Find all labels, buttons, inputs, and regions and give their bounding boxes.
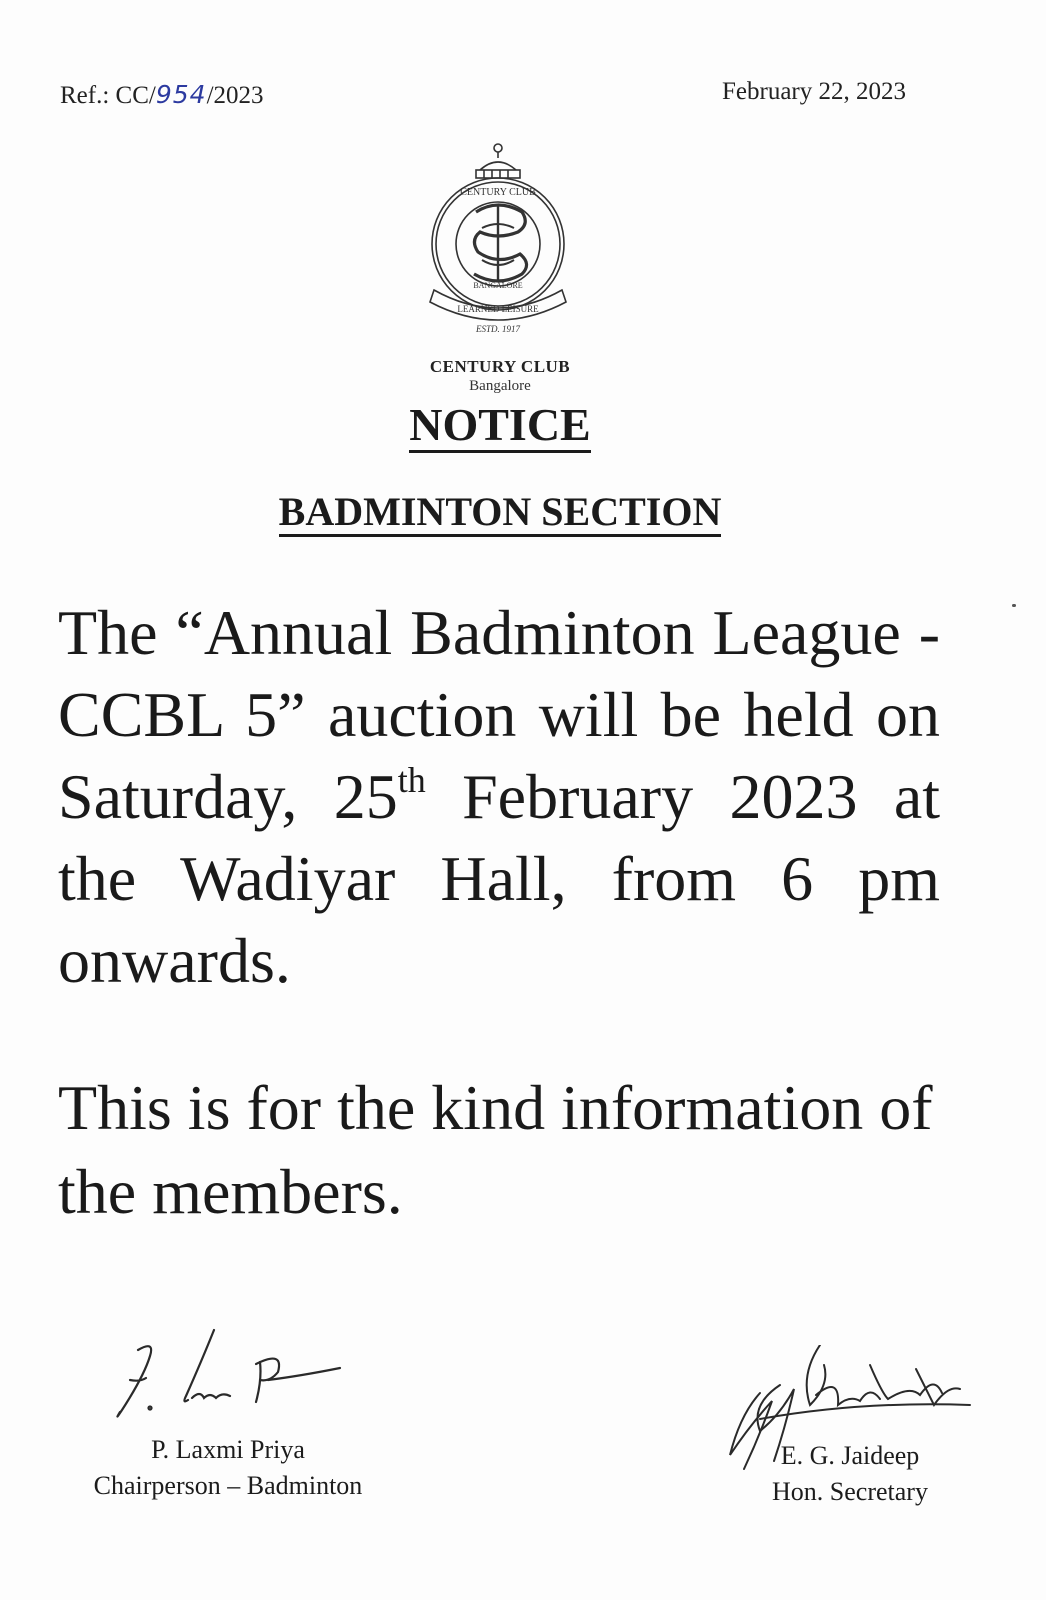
signature-left-icon (100, 1320, 360, 1430)
notice-body (58, 592, 940, 1002)
crest-city-text: BANGALORE (473, 281, 523, 290)
signatory-secretary-title: Hon. Secretary (772, 1477, 928, 1506)
club-city: Bangalore (469, 378, 531, 394)
club-name: CENTURY CLUB (429, 357, 571, 376)
ref-prefix: Ref.: CC/ (60, 82, 156, 109)
signatory-chairperson-name: P. Laxmi Priya (151, 1435, 305, 1464)
signatory-secretary (740, 1438, 960, 1510)
crest-ring-text: CENTURY CLUB (460, 187, 536, 198)
reference-number (60, 80, 264, 110)
notice-body-part1: The “Annual Badminton League - CCBL 5” auction will be held on Saturday, 25 (58, 597, 940, 832)
crest-motto-text: LEARNED LEISURE (457, 304, 539, 314)
crest-estd-text: ESTD. 1917 (475, 324, 521, 334)
ref-suffix: /2023 (206, 82, 264, 109)
section-heading (0, 488, 1000, 535)
document-date: February 22, 2023 (722, 78, 906, 105)
section-heading-text: BADMINTON SECTION (279, 489, 722, 537)
notice-info: This is for the kind information of the members. (58, 1072, 933, 1227)
notice-title-text: NOTICE (409, 399, 590, 453)
signatory-chairperson (58, 1432, 398, 1504)
notice-body-part2: February 2023 at the Wadiyar Hall, from 6 pm onwards. (58, 761, 941, 996)
century-club-crest-icon (418, 140, 578, 340)
notice-body-superscript: th (397, 760, 426, 800)
signatory-secretary-name: E. G. Jaideep (780, 1441, 920, 1470)
ref-handwritten-number: 954 (155, 80, 207, 109)
notice-title (0, 398, 1000, 451)
signatory-chairperson-title: Chairperson – Badminton (93, 1471, 363, 1500)
scan-speck (1012, 604, 1016, 607)
